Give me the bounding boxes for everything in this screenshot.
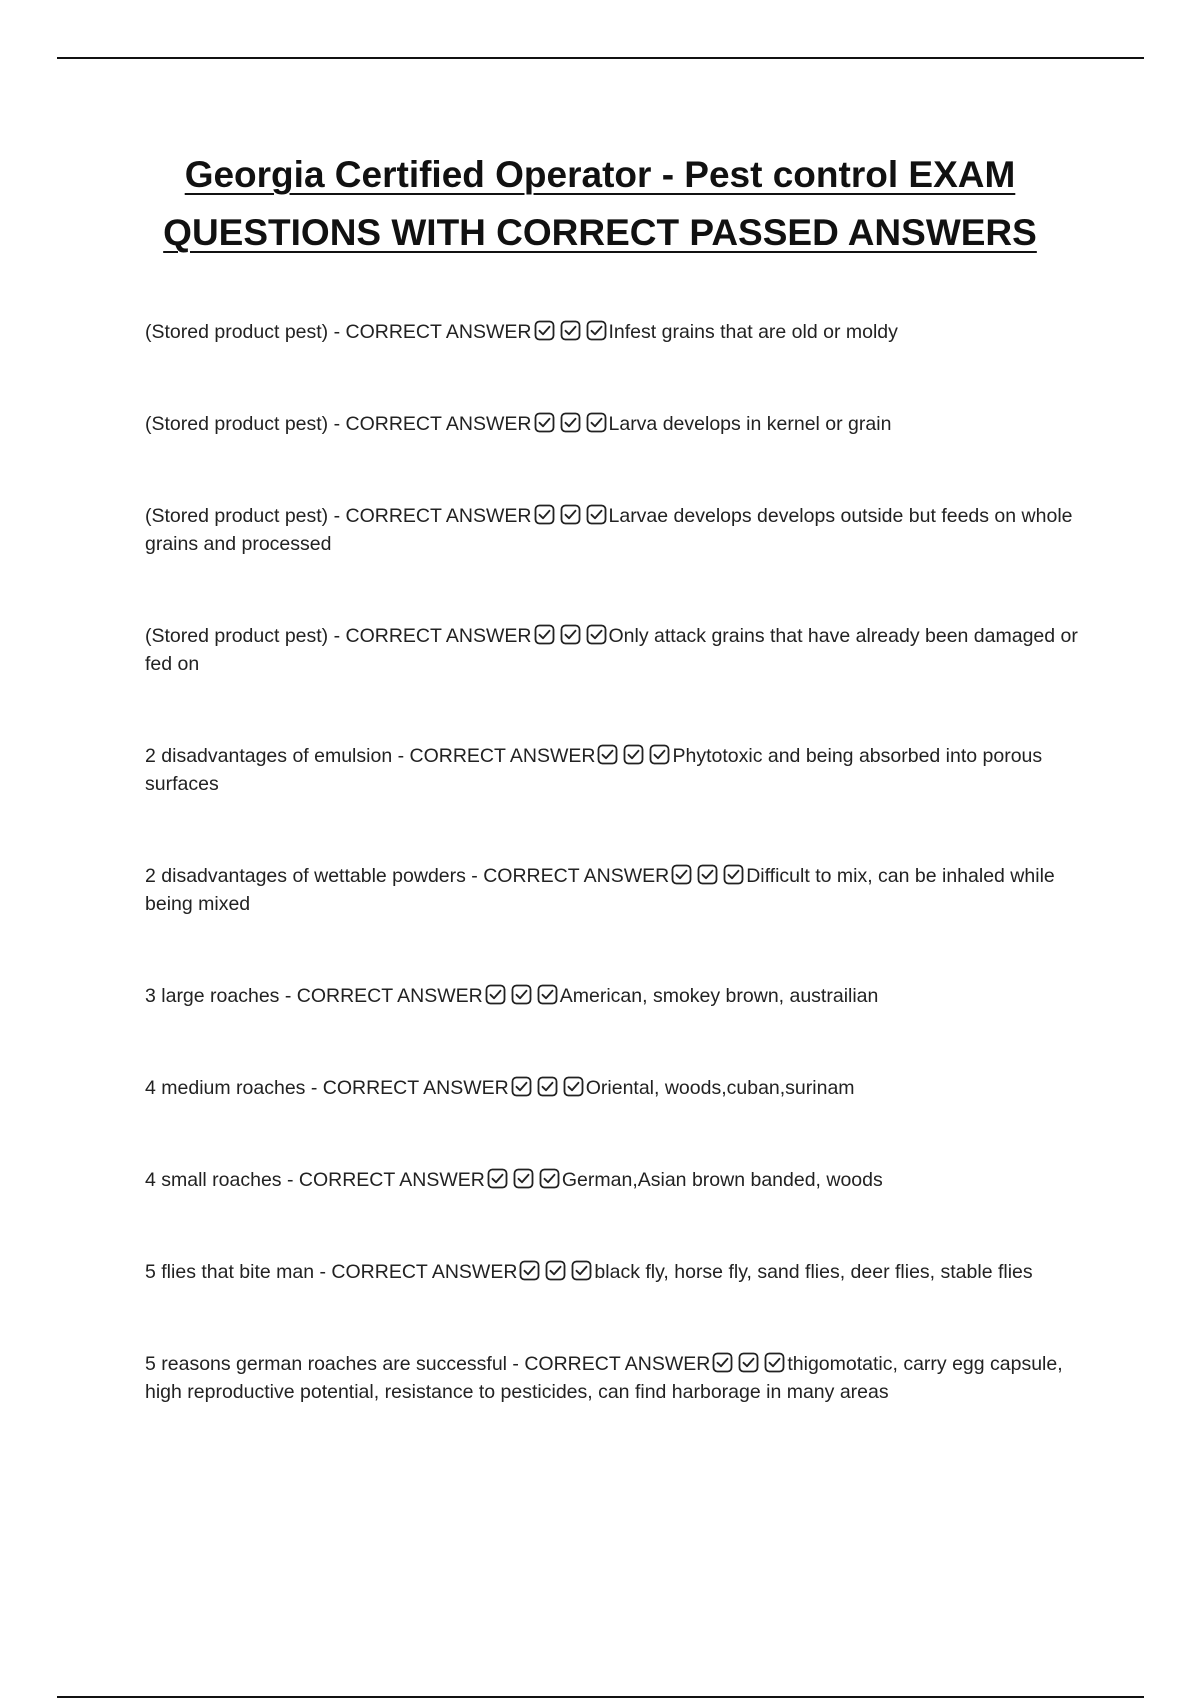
qa-question: 2 disadvantages of emulsion - CORRECT ANSWER	[145, 745, 596, 767]
qa-answer: Only attack grains that have already been damaged or fed on	[145, 625, 1078, 675]
checkbox-checked-icon	[738, 1352, 759, 1373]
checkbox-checked-icon	[519, 1260, 540, 1281]
check-marks	[712, 1352, 785, 1373]
qa-question: 5 reasons german roaches are successful - CORRECT ANSWER	[145, 1353, 711, 1375]
check-marks	[487, 1168, 560, 1189]
qa-item	[145, 1258, 1095, 1286]
checkbox-checked-icon	[586, 504, 607, 525]
qa-question: (Stored product pest) - CORRECT ANSWER	[145, 505, 532, 527]
checkbox-checked-icon	[586, 320, 607, 341]
top-rule	[57, 57, 1144, 59]
qa-question: (Stored product pest) - CORRECT ANSWER	[145, 625, 532, 647]
checkbox-checked-icon	[764, 1352, 785, 1373]
checkbox-checked-icon	[560, 504, 581, 525]
check-marks	[671, 864, 744, 885]
qa-item	[145, 410, 1095, 438]
qa-item	[145, 862, 1095, 918]
checkbox-checked-icon	[586, 412, 607, 433]
checkbox-checked-icon	[539, 1168, 560, 1189]
qa-item	[145, 502, 1095, 558]
bottom-rule	[57, 1696, 1144, 1698]
title-line-2: QUESTIONS WITH CORRECT PASSED ANSWERS	[163, 212, 1037, 253]
page-title	[0, 146, 1200, 262]
checkbox-checked-icon	[537, 1076, 558, 1097]
checkbox-checked-icon	[712, 1352, 733, 1373]
checkbox-checked-icon	[563, 1076, 584, 1097]
check-marks	[534, 504, 607, 525]
qa-question: 3 large roaches - CORRECT ANSWER	[145, 985, 483, 1007]
checkbox-checked-icon	[586, 624, 607, 645]
check-marks	[519, 1260, 592, 1281]
checkbox-checked-icon	[560, 320, 581, 341]
qa-answer: thigomotatic, carry egg capsule, high reproductive potential, resistance to pesticides, can find harborage in many areas	[145, 1353, 1063, 1403]
checkbox-checked-icon	[485, 984, 506, 1005]
qa-answer: black fly, horse fly, sand flies, deer flies, stable flies	[594, 1261, 1033, 1283]
qa-answer: Difficult to mix, can be inhaled while being mixed	[145, 865, 1055, 915]
qa-question: 5 flies that bite man - CORRECT ANSWER	[145, 1261, 518, 1283]
check-marks	[534, 624, 607, 645]
qa-answer: Larva develops in kernel or grain	[608, 413, 892, 435]
qa-answer: Oriental, woods,cuban,surinam	[585, 1077, 855, 1099]
checkbox-checked-icon	[511, 984, 532, 1005]
qa-question: (Stored product pest) - CORRECT ANSWER	[145, 321, 532, 343]
qa-item	[145, 622, 1095, 678]
checkbox-checked-icon	[571, 1260, 592, 1281]
checkbox-checked-icon	[597, 744, 618, 765]
qa-item	[145, 982, 1095, 1010]
checkbox-checked-icon	[534, 320, 555, 341]
qa-answer: Infest grains that are old or moldy	[608, 321, 898, 343]
qa-item	[145, 1074, 1095, 1102]
check-marks	[511, 1076, 584, 1097]
qa-question: 4 medium roaches - CORRECT ANSWER	[145, 1077, 509, 1099]
qa-item	[145, 318, 1095, 346]
qa-answer: Larvae develops develops outside but feeds on whole grains and processed	[145, 505, 1073, 555]
checkbox-checked-icon	[534, 624, 555, 645]
checkbox-checked-icon	[487, 1168, 508, 1189]
checkbox-checked-icon	[534, 504, 555, 525]
check-marks	[534, 412, 607, 433]
qa-answer: Phytotoxic and being absorbed into porous surfaces	[145, 745, 1043, 795]
checkbox-checked-icon	[560, 624, 581, 645]
checkbox-checked-icon	[513, 1168, 534, 1189]
qa-question: 2 disadvantages of wettable powders - CORRECT ANSWER	[145, 865, 670, 887]
check-marks	[597, 744, 670, 765]
check-marks	[534, 320, 607, 341]
checkbox-checked-icon	[511, 1076, 532, 1097]
checkbox-checked-icon	[649, 744, 670, 765]
qa-list	[145, 318, 1095, 1470]
checkbox-checked-icon	[623, 744, 644, 765]
checkbox-checked-icon	[545, 1260, 566, 1281]
checkbox-checked-icon	[671, 864, 692, 885]
checkbox-checked-icon	[560, 412, 581, 433]
qa-answer: American, smokey brown, austrailian	[559, 985, 879, 1007]
title-line-1: Georgia Certified Operator - Pest control EXAM	[184, 154, 1016, 195]
qa-question: (Stored product pest) - CORRECT ANSWER	[145, 413, 532, 435]
qa-item	[145, 1166, 1095, 1194]
qa-question: 4 small roaches - CORRECT ANSWER	[145, 1169, 485, 1191]
check-marks	[485, 984, 558, 1005]
checkbox-checked-icon	[537, 984, 558, 1005]
qa-answer: German,Asian brown banded, woods	[561, 1169, 883, 1191]
checkbox-checked-icon	[697, 864, 718, 885]
qa-item	[145, 742, 1095, 798]
checkbox-checked-icon	[534, 412, 555, 433]
qa-item	[145, 1350, 1095, 1406]
checkbox-checked-icon	[723, 864, 744, 885]
